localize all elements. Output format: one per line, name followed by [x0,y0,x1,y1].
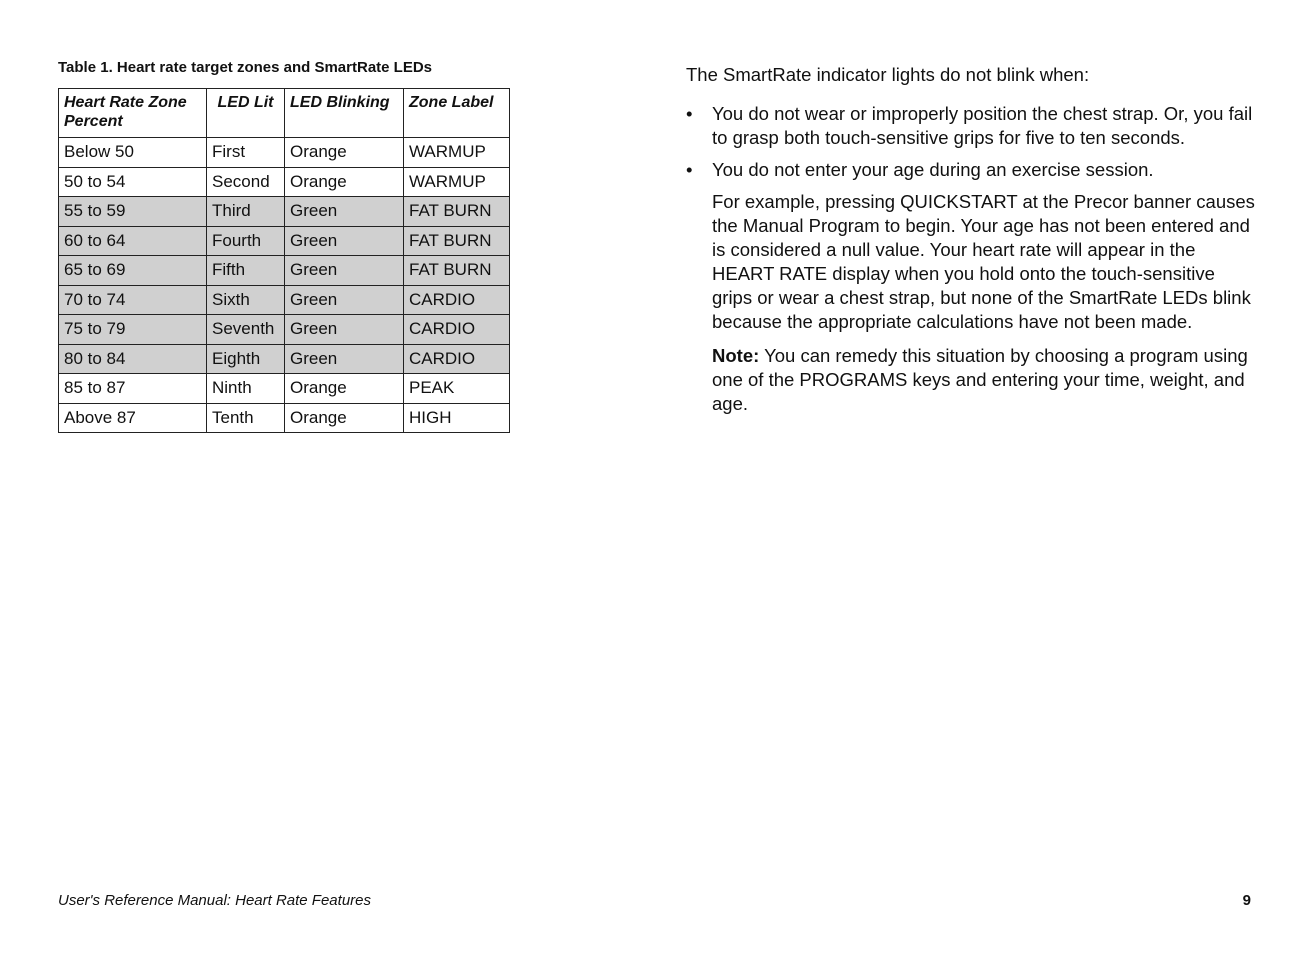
header-heart-rate-zone-percent: Heart Rate Zone Percent [59,89,207,138]
note-paragraph [686,344,1258,416]
table-cell-led-blinking: Green [285,285,404,315]
table-cell-zone-label: WARMUP [404,138,510,168]
table-cell-zone: Below 50 [59,138,207,168]
table-row [59,226,510,256]
table-cell-zone: 70 to 74 [59,285,207,315]
table-row [59,374,510,404]
table-cell-zone: 75 to 79 [59,315,207,345]
table-cell-zone: 85 to 87 [59,374,207,404]
header-led-blinking: LED Blinking [285,89,404,138]
table-cell-led-lit: Third [207,197,285,227]
table-cell-led-blinking: Green [285,256,404,286]
table-caption: Table 1. Heart rate target zones and SmartRate LEDs [58,59,433,76]
bullet-text: You do not wear or improperly position the chest strap. Or, you fail to grasp both touch-sensitive grips for five to ten seconds. [712,103,1253,148]
table-cell-led-lit: Tenth [207,403,285,433]
table-row [59,167,510,197]
table-row [59,197,510,227]
table-cell-led-lit: Fifth [207,256,285,286]
table-cell-led-lit: Fourth [207,226,285,256]
table-cell-zone-label: WARMUP [404,167,510,197]
table-cell-zone-label: CARDIO [404,285,510,315]
table-cell-led-blinking: Orange [285,138,404,168]
table-cell-led-lit: First [207,138,285,168]
table-row [59,138,510,168]
table-cell-led-blinking: Green [285,197,404,227]
table-row [59,315,510,345]
bullet-icon: • [686,159,693,180]
table-row [59,403,510,433]
header-led-lit: LED Lit [207,89,285,138]
table-cell-zone-label: PEAK [404,374,510,404]
table-cell-led-lit: Second [207,167,285,197]
page-number: 9 [1242,892,1251,909]
example-paragraph: For example, pressing QUICKSTART at the Precor banner causes the Manual Program to begin. Your age has not been entered and is considered a null value. Your heart rate will appear in the HEART RATE display when you hold onto the touch-sensitive grips or wear a chest strap, but none of the SmartRate LEDs blink because the appropriate calculations have not been made. [712,191,1255,332]
table-cell-zone: 80 to 84 [59,344,207,374]
table-cell-led-lit: Ninth [207,374,285,404]
table-cell-led-blinking: Green [285,315,404,345]
body-text-column [686,63,1258,426]
table-cell-zone: 60 to 64 [59,226,207,256]
table-cell-zone-label: CARDIO [404,344,510,374]
table-cell-led-lit: Seventh [207,315,285,345]
bullet-item [686,102,1258,150]
note-text: You can remedy this situation by choosing a program using one of the PROGRAMS keys and entering your time, weight, and age. [712,345,1248,414]
table-cell-led-lit: Sixth [207,285,285,315]
table-cell-zone-label: FAT BURN [404,197,510,227]
table-cell-led-blinking: Orange [285,403,404,433]
bullet-item [686,158,1258,182]
table-row [59,285,510,315]
table-header-row [59,89,510,138]
table-row [59,344,510,374]
table-cell-led-blinking: Orange [285,374,404,404]
heart-rate-zones-table [58,88,510,433]
table-cell-zone: 50 to 54 [59,167,207,197]
note-label: Note: [712,345,760,366]
table-cell-led-blinking: Orange [285,167,404,197]
table-cell-zone-label: HIGH [404,403,510,433]
table-cell-zone-label: CARDIO [404,315,510,345]
footer-title: User's Reference Manual: Heart Rate Features [58,892,372,909]
bullet-text: You do not enter your age during an exercise session. [712,159,1154,180]
table-cell-led-blinking: Green [285,226,404,256]
table-cell-led-lit: Eighth [207,344,285,374]
bullet-icon: • [686,103,693,124]
intro-paragraph: The SmartRate indicator lights do not blink when: [686,64,1090,85]
table-cell-zone: 65 to 69 [59,256,207,286]
header-zone-label: Zone Label [404,89,510,138]
table-cell-zone-label: FAT BURN [404,256,510,286]
table-cell-led-blinking: Green [285,344,404,374]
table-cell-zone: 55 to 59 [59,197,207,227]
table-row [59,256,510,286]
table-cell-zone: Above 87 [59,403,207,433]
table-cell-zone-label: FAT BURN [404,226,510,256]
